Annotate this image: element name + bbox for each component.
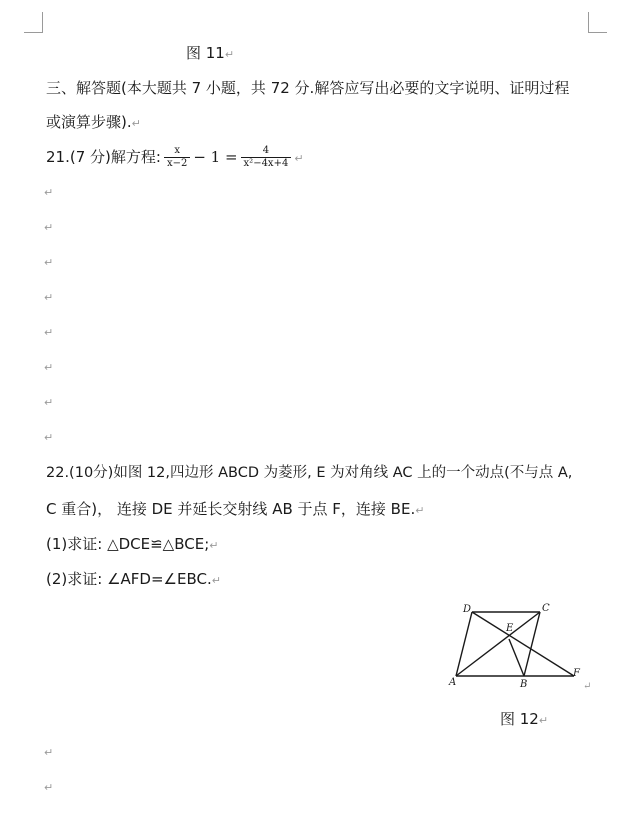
empty-paragraph-mark: ↵ [44, 186, 54, 199]
figure-11-caption-text: 图 11 [186, 44, 225, 62]
paragraph-mark: ↵ [131, 117, 141, 130]
label-A: A [449, 677, 457, 688]
label-E: E [506, 623, 514, 634]
empty-paragraph-mark: ↵ [44, 396, 54, 409]
question-22-line-1: 22.(10分)如图 12,四边形 ABCD 为菱形, E 为对角线 AC 上的一个动点(不与点 A, [46, 465, 573, 481]
empty-paragraph-mark: ↵ [44, 326, 54, 339]
figure-12-caption [500, 708, 548, 729]
label-C: C [542, 603, 550, 614]
page-corner-mark-top-right [588, 12, 607, 33]
question-21 [46, 145, 304, 170]
question-22-line-2 [46, 499, 424, 521]
equation-middle: − 1 = [193, 148, 238, 166]
figure-11-caption [186, 42, 234, 63]
section-heading-line-1: 三、解答题(本大题共 7 小题，共 72 分.解答应写出必要的文字说明、证明过程 [46, 79, 570, 97]
empty-paragraph-mark: ↵ [44, 256, 54, 269]
section-heading-line-2-text: 或演算步骤). [46, 113, 132, 131]
fraction-1-denominator: x−2 [164, 157, 190, 170]
empty-paragraph-mark: ↵ [44, 221, 54, 234]
label-F: F [573, 668, 580, 679]
question-22-part-2 [46, 569, 221, 591]
question-22-part-2-text: (2)求证: ∠AFD=∠EBC. [46, 570, 212, 588]
empty-paragraph-mark: ↵ [44, 291, 54, 304]
diagonal-AC [456, 612, 540, 676]
paragraph-mark: ↵ [294, 152, 304, 165]
empty-paragraph-mark: ↵ [44, 431, 54, 444]
line-DF [472, 612, 574, 676]
label-B: B [520, 679, 528, 690]
paragraph-mark: ↵ [538, 714, 549, 727]
empty-paragraph-mark: ↵ [44, 746, 54, 759]
question-22-part-1-text: (1)求证: △DCE≌△BCE; [46, 535, 210, 553]
fraction-1-numerator: x [174, 145, 180, 156]
page-corner-mark-top-left [24, 12, 43, 33]
paragraph-mark: ↵ [211, 574, 221, 587]
paragraph-mark: ↵ [224, 48, 235, 61]
empty-paragraph-mark: ↵ [44, 361, 54, 374]
fraction-2-denominator: x²−4x+4 [241, 157, 292, 170]
section-heading-line-2 [46, 112, 141, 134]
figure-12-caption-text: 图 12 [500, 710, 539, 728]
paragraph-mark: ↵ [415, 504, 425, 517]
paragraph-mark: ↵ [209, 539, 219, 552]
question-22-line-2-text: C 重合)， 连接 DE 并延长交射线 AB 于点 F，连接 BE. [46, 500, 416, 518]
fraction-x-over-x-minus-2 [164, 145, 190, 170]
segment-EB [509, 639, 524, 676]
fraction-2-numerator: 4 [262, 145, 270, 156]
figure-12-rhombus-diagram [440, 598, 600, 693]
question-22-part-1 [46, 534, 218, 556]
empty-paragraph-mark: ↵ [44, 781, 54, 794]
fraction-4-over-quadratic [241, 145, 292, 170]
label-D: D [463, 604, 472, 615]
question-21-prefix: 21.(7 分)解方程: [46, 148, 161, 166]
paragraph-mark: ↵ [583, 681, 592, 692]
